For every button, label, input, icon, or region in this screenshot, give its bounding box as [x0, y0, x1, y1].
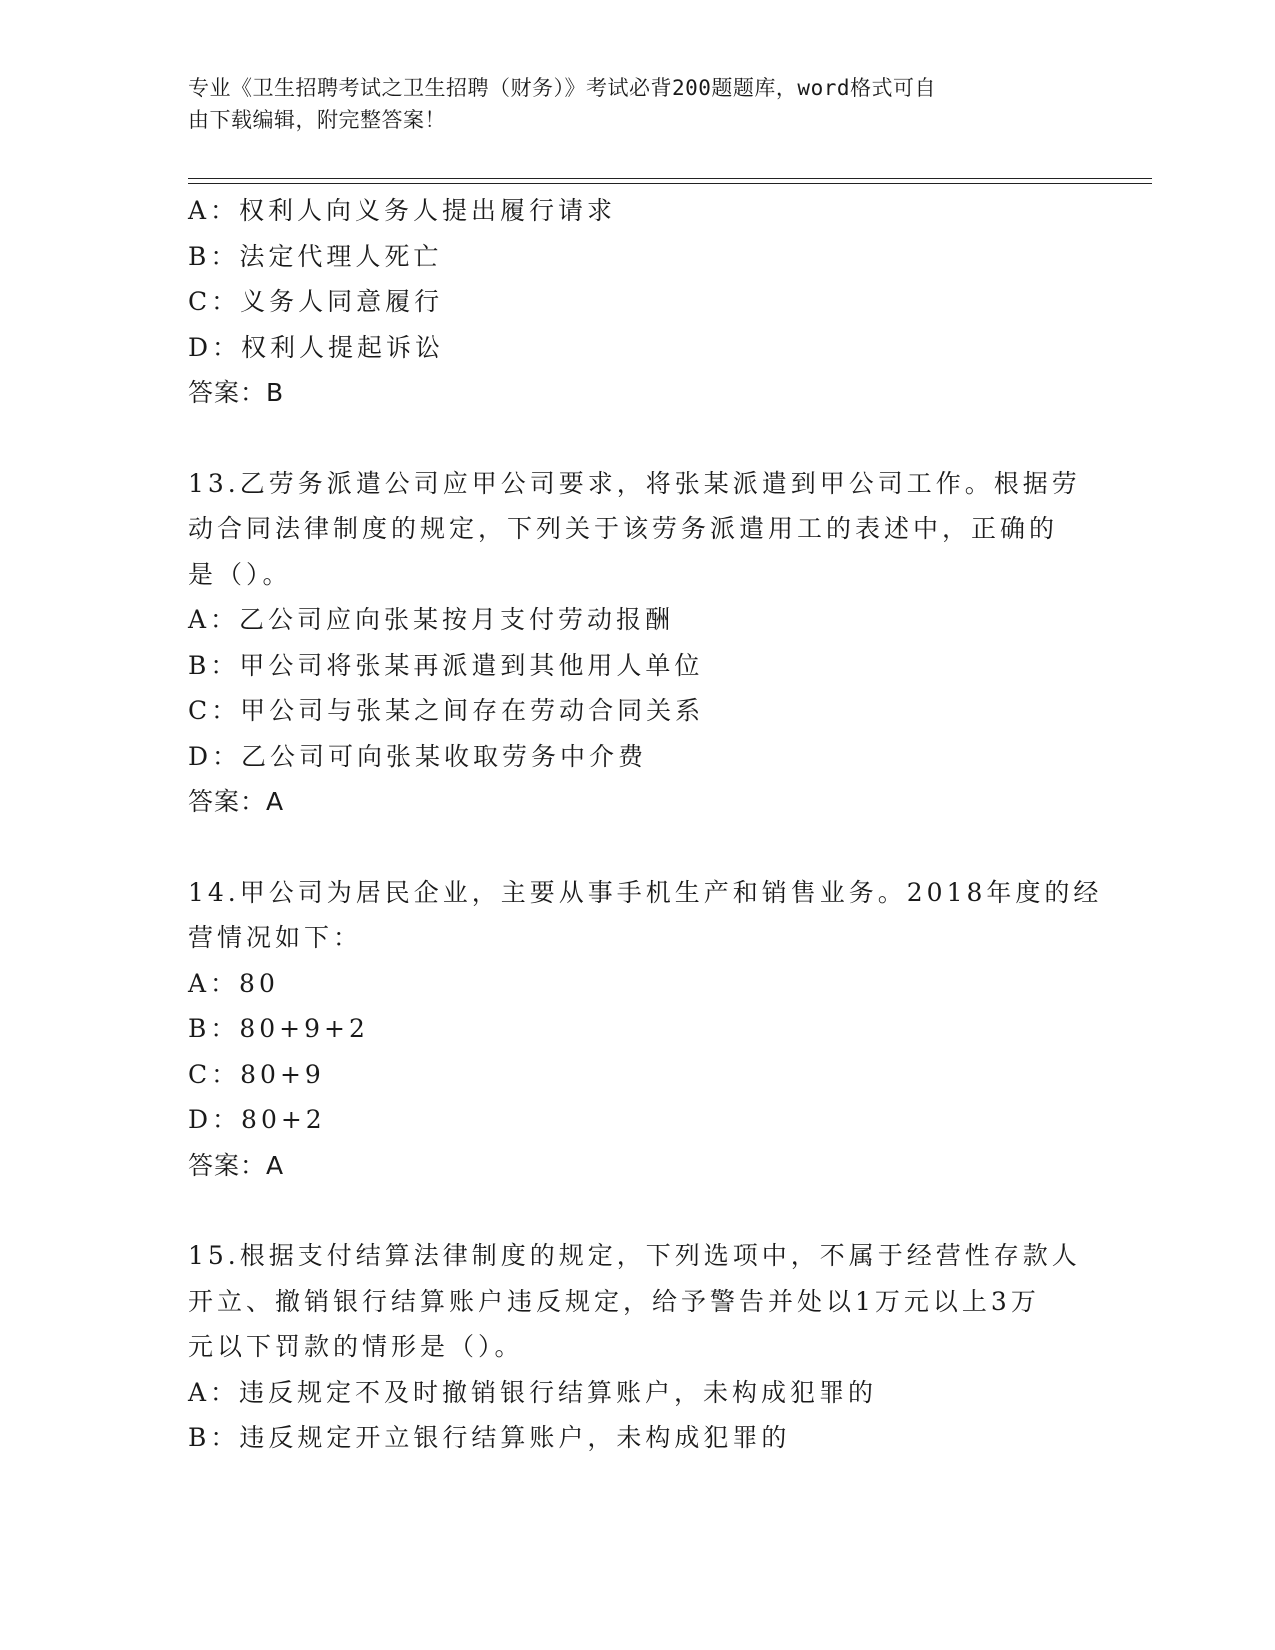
option-c: C：义务人同意履行: [188, 287, 444, 316]
spacer: [188, 1188, 1088, 1233]
document-header: [188, 72, 1078, 136]
spacer: [188, 416, 1088, 461]
header-line-2: 由下载编辑，附完整答案！: [188, 108, 446, 132]
option-b: B：甲公司将张某再派遣到其他用人单位: [188, 650, 704, 680]
option-a: A：权利人向义务人提出履行请求: [188, 196, 617, 225]
question-12: [188, 188, 1088, 416]
option-a: A：80: [188, 968, 279, 998]
option-d: D：乙公司可向张某收取劳务中介费: [188, 741, 648, 771]
option-c: C：80+9: [188, 1059, 325, 1089]
answer-line: 答案：B: [188, 378, 285, 407]
option-c: C：甲公司与张某之间存在劳动合同关系: [188, 696, 705, 725]
question-stem-line: 13.乙劳务派遣公司应甲公司要求，将张某派遣到甲公司工作。根据劳: [188, 468, 1081, 498]
option-b: B：违反规定开立银行结算账户，未构成犯罪的: [188, 1423, 791, 1452]
header-divider-top: [188, 178, 1152, 179]
option-d: D：权利人提起诉讼: [188, 332, 445, 362]
option-a: A：乙公司应向张某按月支付劳动报酬: [188, 605, 675, 634]
question-stem-line: 营情况如下：: [188, 923, 363, 952]
option-d: D：80+2: [188, 1105, 326, 1134]
option-b: B：法定代理人死亡: [188, 241, 443, 271]
question-stem-line: 开立、撤销银行结算账户违反规定，给予警告并处以1万元以上3万: [188, 1286, 1040, 1316]
spacer: [188, 825, 1088, 870]
question-13: [188, 461, 1088, 825]
question-stem-line: 动合同法律制度的规定，下列关于该劳务派遣用工的表述中，正确的: [188, 514, 1059, 543]
answer-line: 答案：A: [188, 1150, 285, 1180]
question-list: [188, 188, 1103, 1461]
header-line-1: 专业《卫生招聘考试之卫生招聘（财务）》考试必背200题题库，word格式可自: [188, 76, 936, 100]
question-15: [188, 1233, 1088, 1461]
question-stem-line: 15.根据支付结算法律制度的规定，下列选项中，不属于经营性存款人: [188, 1241, 1081, 1270]
question-14: [188, 870, 1103, 1189]
answer-line: 答案：A: [188, 787, 285, 816]
question-stem-line: 是（）。: [188, 559, 292, 589]
question-stem-line: 元以下罚款的情形是（）。: [188, 1332, 524, 1361]
question-stem-line: 14.甲公司为居民企业，主要从事手机生产和销售业务。2018年度的经: [188, 877, 1103, 907]
option-b: B：80+9+2: [188, 1014, 369, 1043]
header-divider-bottom: [188, 183, 1152, 184]
option-a: A：违反规定不及时撤销银行结算账户，未构成犯罪的: [188, 1377, 878, 1407]
